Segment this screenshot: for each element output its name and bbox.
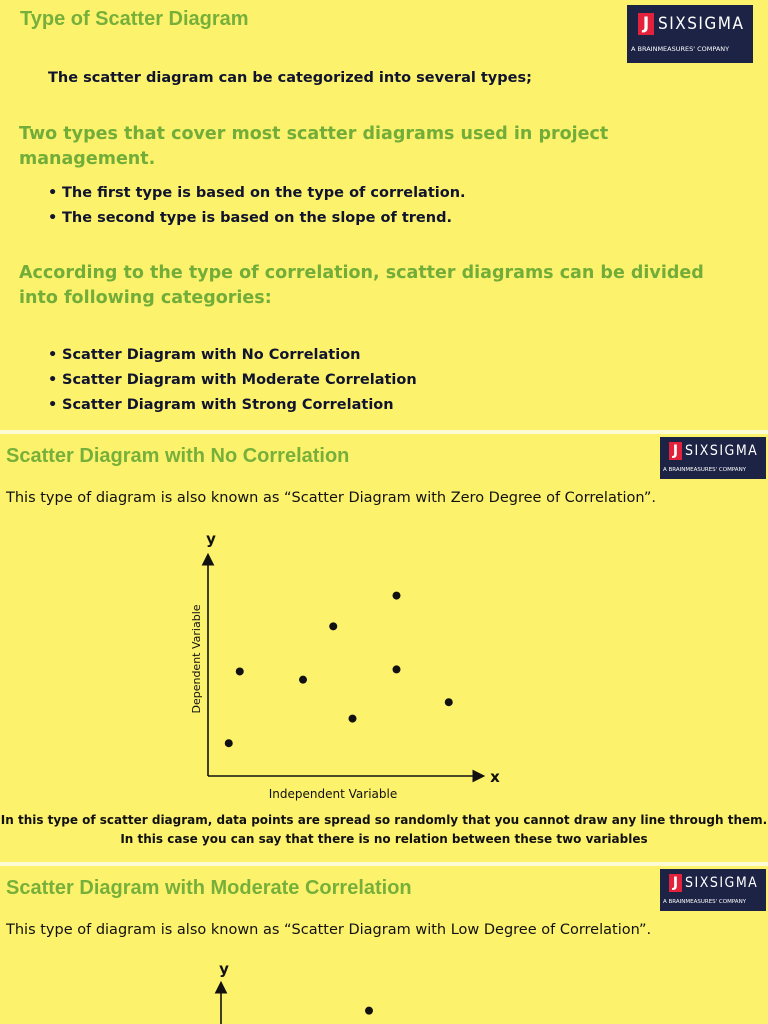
caption-line-2: In this case you can say that there is no relation between these two variables [120,832,648,846]
data-points [365,1007,373,1015]
logo-subtitle: A BRAINMEASURES' COMPANY [663,899,747,905]
x-axis-letter: x [490,768,500,786]
data-point-1 [225,739,233,747]
x-axis-label: Independent Variable [268,787,398,801]
heading-two-types: Two types that cover most scatter diagrams used in project management. [19,124,609,169]
slide-title: Scatter Diagram with No Correlation [6,445,350,467]
data-point-3 [299,676,307,684]
slide-moderate-correlation [0,866,768,1024]
data-point-1 [365,1007,373,1015]
y-axis-letter: y [206,530,216,548]
list-item: • The first type is based on the type of correlation. [48,185,466,201]
data-point-7 [393,592,401,600]
logo-wordmark: SIXSIGMA [685,875,759,891]
logo-wordmark: SIXSIGMA [658,14,745,34]
scatter-chart-no-correlation [0,434,768,814]
types-list [48,181,466,231]
y-axis-letter: y [219,960,229,978]
caption-line-1: In this type of scatter diagram, data points are spread so randomly that you cannot draw any line through them. [0,813,768,827]
slide-subtitle: This type of diagram is also known as “Scatter Diagram with Zero Degree of Correlation”. [6,490,656,506]
categories-list [48,343,417,418]
logo-mark-icon: J [669,442,682,460]
data-point-8 [445,698,453,706]
six-sigma-logo [627,5,753,63]
data-point-6 [393,665,401,673]
list-item: • Scatter Diagram with No Correlation [48,347,361,363]
slide-no-correlation [0,434,768,862]
heading-categories: According to the type of correlation, scatter diagrams can be divided into following categories: [19,263,704,308]
y-axis-label: Dependent Variable [190,604,203,714]
logo-subtitle: A BRAINMEASURES' COMPANY [631,45,730,53]
data-point-2 [236,667,244,675]
list-item: • Scatter Diagram with Strong Correlation [48,397,394,413]
slide-title: Scatter Diagram with Moderate Correlation [6,877,412,899]
intro-text: The scatter diagram can be categorized into several types; [48,70,532,86]
logo-wordmark: SIXSIGMA [685,443,759,459]
logo-mark-icon: J [669,874,682,892]
data-points [225,592,453,748]
list-item: • Scatter Diagram with Moderate Correlation [48,372,417,388]
scatter-chart-moderate-correlation [0,866,768,1024]
data-point-5 [349,715,357,723]
data-point-4 [329,622,337,630]
logo-subtitle: A BRAINMEASURES' COMPANY [663,467,747,473]
list-item: • The second type is based on the slope of trend. [48,210,452,226]
slide-title: Type of Scatter Diagram [20,8,249,30]
slide-type-of-scatter-diagram [0,0,768,430]
logo-mark-icon: J [638,13,654,35]
slide-subtitle: This type of diagram is also known as “Scatter Diagram with Low Degree of Correlation”. [6,922,652,938]
